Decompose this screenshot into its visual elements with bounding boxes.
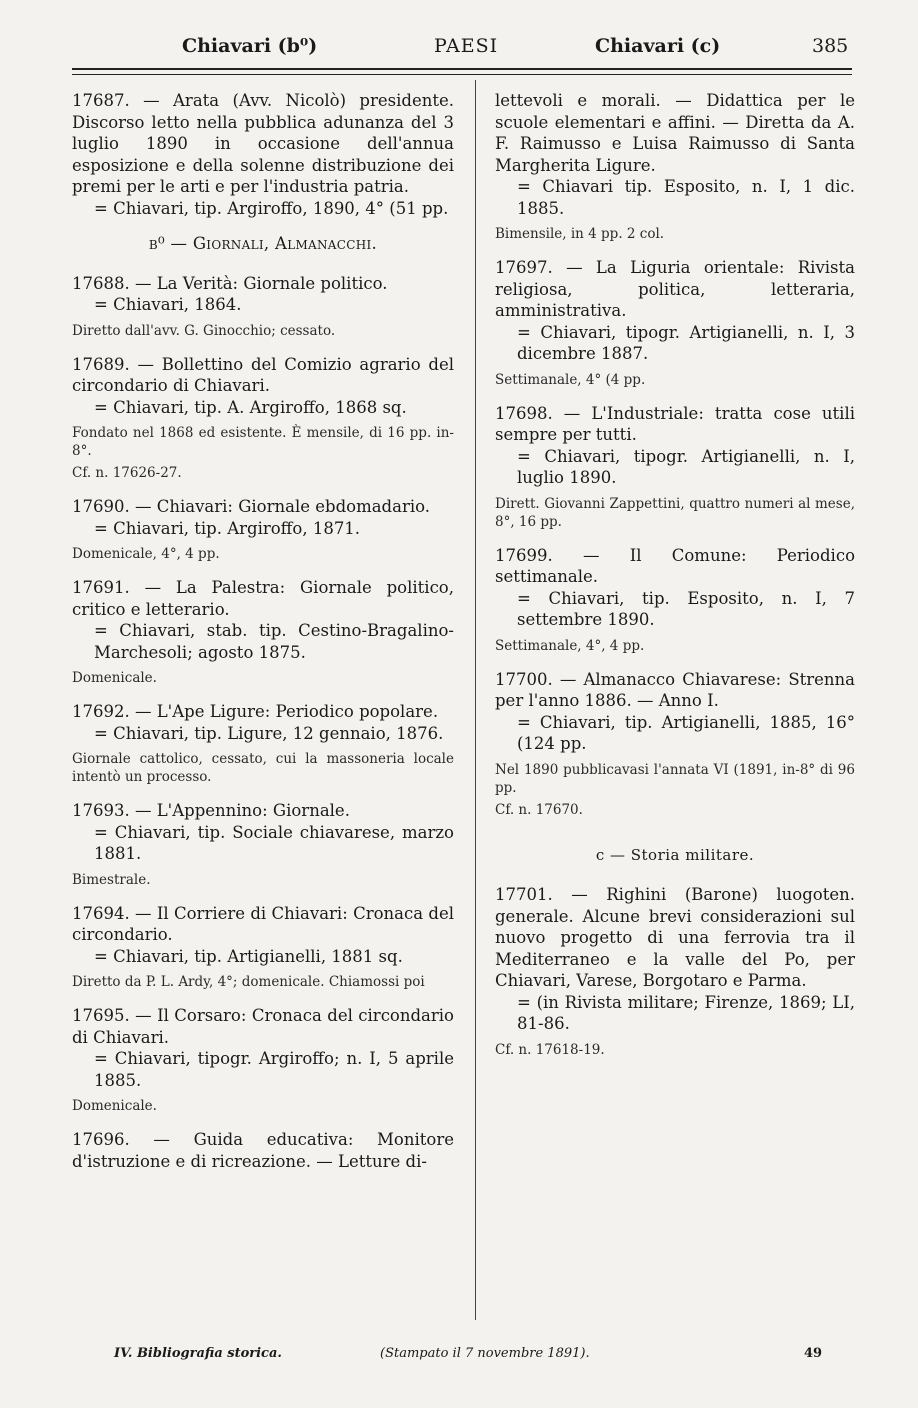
entry-17689 <box>72 354 454 483</box>
entry-head: 17696. — Guida educativa: Monitore d'istruzione e di ricreazione. — Letture di- <box>72 1130 454 1171</box>
entry-17699 <box>495 545 855 655</box>
entry-head: 17700. — Almanacco Chiavarese: Strenna per l'anno 1886. — Anno I. <box>495 669 855 710</box>
running-header-center: PAESI <box>434 35 499 57</box>
entry-continuation: lettevoli e morali. — Didattica per le scuole elementari e affini. — Diretta da A. F. Raimusso e Luisa Raimusso di Santa Margherita Ligure. <box>495 91 855 175</box>
entry-head: 17701. — Righini (Barone) luogoten. generale. Alcune brevi considerazioni sul nuovo progetto di una ferrovia tra il Mediterraneo e la valle del Po, per Chiavari, Varese, Borgotaro e Parma. <box>495 885 855 990</box>
running-header-left: Chiavari (b⁰) <box>182 35 318 57</box>
section-heading-storia-militare: c — Storia militare. <box>595 845 755 864</box>
entry-imprint: = Chiavari, tip. A. Argiroffo, 1868 sq. <box>94 397 407 417</box>
entry-imprint: = Chiavari, tip. Sociale chiavarese, marzo 1881. <box>94 822 454 863</box>
entry-cross-reference: Cf. n. 17618-19. <box>495 1041 605 1058</box>
entry-note: Diretto dall'avv. G. Ginocchio; cessato. <box>72 322 336 339</box>
entry-note: Bimensile, in 4 pp. 2 col. <box>495 226 665 242</box>
footer-sheet-number: 49 <box>804 1346 823 1361</box>
entry-imprint: = Chiavari, tip. Artigianelli, 1885, 16° (124 pp. <box>517 712 855 753</box>
entry-note: Domenicale. <box>72 1098 157 1114</box>
entry-imprint: = Chiavari, tip. Argiroffo, 1871. <box>94 518 361 538</box>
entry-head: 17693. — L'Appennino: Giornale. <box>72 801 350 820</box>
entry-note: Giornale cattolico, cessato, cui la massoneria locale intentò un processo. <box>72 751 454 785</box>
page-number: 385 <box>812 35 849 57</box>
section-heading-giornali: b⁰ — Giornali, Almanacchi. <box>148 234 378 253</box>
entry-head: 17695. — Il Corsaro: Cronaca del circondario di Chiavari. <box>72 1006 454 1047</box>
entry-head: 17694. — Il Corriere di Chiavari: Cronaca del circondario. <box>72 903 454 944</box>
column-divider <box>475 80 476 1320</box>
entry-head: 17687. — Arata (Avv. Nicolò) presidente. Discorso letto nella pubblica adunanza del 3 luglio 1890 in occasione dell'annua esposizione e della solenne distribuzione dei premi per le arti e per l'industria patria. <box>72 91 454 196</box>
entry-head: 17689. — Bollettino del Comizio agrario del circondario di Chiavari. <box>72 354 454 395</box>
header-rule-thin <box>72 74 852 75</box>
entry-note: Fondato nel 1868 ed esistente. È mensile, di 16 pp. in-8°. <box>72 425 454 459</box>
entry-17690 <box>72 496 454 563</box>
entry-17696-continued <box>495 90 855 243</box>
entry-head: 17699. — Il Comune: Periodico settimanale. <box>495 545 855 586</box>
running-header-right: Chiavari (c) <box>595 35 721 57</box>
entry-head: 17691. — La Palestra: Giornale politico, critico e letterario. <box>72 578 454 619</box>
entry-17691 <box>72 577 454 687</box>
entry-note: Dirett. Giovanni Zappettini, quattro numeri al mese, 8°, 16 pp. <box>495 495 855 530</box>
footer-signature: IV. Bibliografia storica. <box>114 1346 282 1361</box>
right-column <box>495 90 855 1073</box>
entry-17694 <box>72 903 454 992</box>
entry-imprint: = Chiavari, tipogr. Artigianelli, n. I, 3 dicembre 1887. <box>517 322 855 363</box>
entry-head: 17697. — La Liguria orientale: Rivista religiosa, politica, letteraria, amministrativa. <box>495 258 855 320</box>
entry-note: Domenicale. <box>72 670 157 686</box>
entry-note: Diretto da P. L. Ardy, 4°; domenicale. Chiamossi poi <box>72 974 425 990</box>
entry-imprint: = Chiavari, tipogr. Argiroffo; n. I, 5 aprile 1885. <box>94 1049 454 1090</box>
left-column <box>72 90 454 1186</box>
entry-head: 17688. — La Verità: Giornale politico. <box>72 273 388 293</box>
footer-print-date: (Stampato il 7 novembre 1891). <box>380 1346 590 1361</box>
entry-imprint: = Chiavari, tip. Artigianelli, 1881 sq. <box>94 946 403 966</box>
entry-imprint: = Chiavari, tip. Argiroffo, 1890, 4° (51 pp. <box>94 198 449 218</box>
entry-note: Bimestrale. <box>72 871 151 888</box>
entry-17696 <box>72 1129 454 1172</box>
entry-17697 <box>495 257 855 389</box>
entry-imprint: = (in Rivista militare; Firenze, 1869; LI, 81-86. <box>517 992 855 1033</box>
entry-note: Settimanale, 4°, 4 pp. <box>495 637 645 654</box>
entry-cross-reference: Cf. n. 17670. <box>495 801 583 818</box>
entry-17692 <box>72 701 454 786</box>
entry-cross-reference: Cf. n. 17626-27. <box>72 465 182 481</box>
entry-head: 17698. — L'Industriale: tratta cose utili sempre per tutti. <box>495 403 855 444</box>
entry-head: 17690. — Chiavari: Giornale ebdomadario. <box>72 497 431 516</box>
entry-imprint: = Chiavari, tipogr. Artigianelli, n. I, luglio 1890. <box>517 446 855 487</box>
entry-17688 <box>72 273 454 340</box>
entry-17698 <box>495 403 855 531</box>
entry-imprint: = Chiavari, 1864. <box>94 295 242 314</box>
entry-note: Settimanale, 4° (4 pp. <box>495 371 646 388</box>
entry-17700 <box>495 669 855 819</box>
entry-note: Nel 1890 pubblicavasi l'annata VI (1891, in-8° di 96 pp. <box>495 761 855 796</box>
entry-17701 <box>495 884 855 1059</box>
entry-17687 <box>72 90 454 219</box>
entry-imprint: = Chiavari, tip. Ligure, 12 gennaio, 1876. <box>94 723 444 743</box>
entry-head: 17692. — L'Ape Ligure: Periodico popolare. <box>72 702 439 721</box>
entry-imprint: = Chiavari, tip. Esposito, n. I, 7 settembre 1890. <box>517 588 855 629</box>
entry-17693 <box>72 800 454 889</box>
entry-17695 <box>72 1005 454 1115</box>
entry-note: Domenicale, 4°, 4 pp. <box>72 546 220 562</box>
entry-imprint: = Chiavari, stab. tip. Cestino-Bragalino-Marchesoli; agosto 1875. <box>94 621 454 662</box>
entry-imprint: = Chiavari tip. Esposito, n. I, 1 dic. 1885. <box>517 177 855 218</box>
header-rule-thick <box>72 68 852 70</box>
